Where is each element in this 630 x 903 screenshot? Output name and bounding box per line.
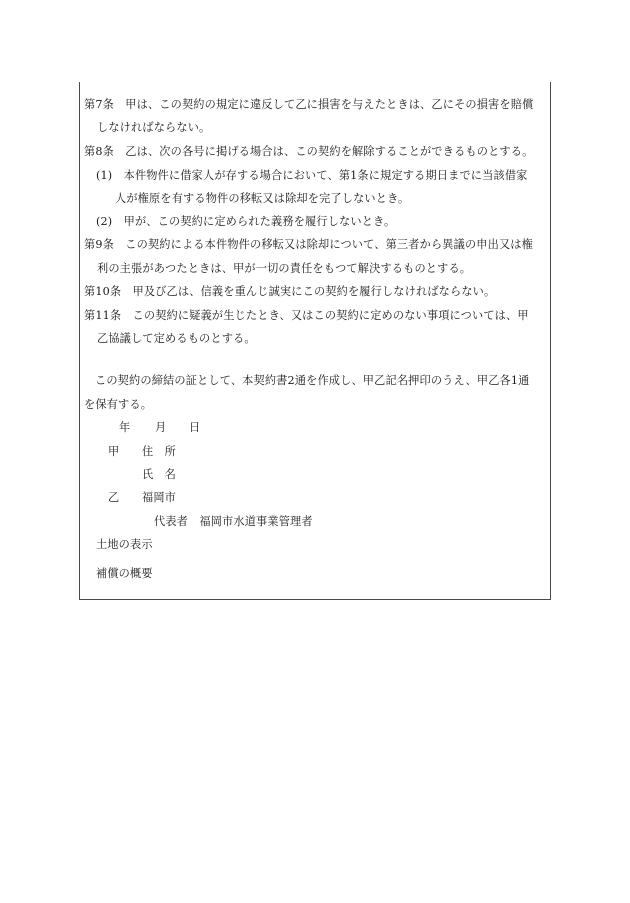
article-8-item-1-line-2: 人が権原を有する物件の移転又は除却を完了しないとき。 xyxy=(115,192,410,205)
article-8-line-1: 第8条 乙は、次の各号に掲げる場合は、この契約を解除することができるものとする。 xyxy=(84,145,534,158)
article-7-line-1: 第7条 甲は、この契約の規定に違反して乙に損害を与えたときは、乙にその損害を賠償 xyxy=(84,98,534,111)
party-a-label: 甲 xyxy=(108,445,120,458)
article-7-line-2: しなければならない。 xyxy=(97,121,211,134)
article-8-item-1-line-1: (1) 本件物件に借家人が存する場合において、第1条に規定する期日までに当該借家 xyxy=(96,169,528,182)
article-11-line-2: 乙協議して定めるものとする。 xyxy=(97,332,256,345)
party-b-city: 福岡市 xyxy=(142,491,177,504)
article-9-line-2: 利の主張があつたときは、甲が一切の責任をもつて解決するものとする。 xyxy=(97,262,472,275)
date-year: 年 xyxy=(119,421,131,434)
article-11-line-1: 第11条 この契約に疑義が生じたとき、又はこの契約に定めのない事項については、甲 xyxy=(84,309,529,322)
date-day: 日 xyxy=(189,421,201,434)
party-b-representative: 代表者 福岡市水道事業管理者 xyxy=(154,515,313,528)
party-a-name-label: 氏 名 xyxy=(142,468,177,481)
party-b-label: 乙 xyxy=(108,491,120,504)
closing-line-2: を保有する。 xyxy=(84,398,153,411)
article-8-item-2: (2) 甲が、この契約に定められた義務を履行しないとき。 xyxy=(96,215,396,228)
closing-line-1: この契約の締結の証として、本契約書2通を作成し、甲乙記名押印のうえ、甲乙各1通 xyxy=(95,374,530,387)
party-a-address-label: 住 所 xyxy=(142,445,177,458)
article-10: 第10条 甲及び乙は、信義を重んじ誠実にこの契約を履行しなければならない。 xyxy=(84,285,496,298)
date-month: 月 xyxy=(155,421,167,434)
article-9-line-1: 第9条 この契約による本件物件の移転又は除却について、第三者から異議の申出又は権 xyxy=(84,238,533,251)
compensation-summary-label: 補償の概要 xyxy=(96,567,153,580)
land-description-label: 土地の表示 xyxy=(96,538,153,551)
